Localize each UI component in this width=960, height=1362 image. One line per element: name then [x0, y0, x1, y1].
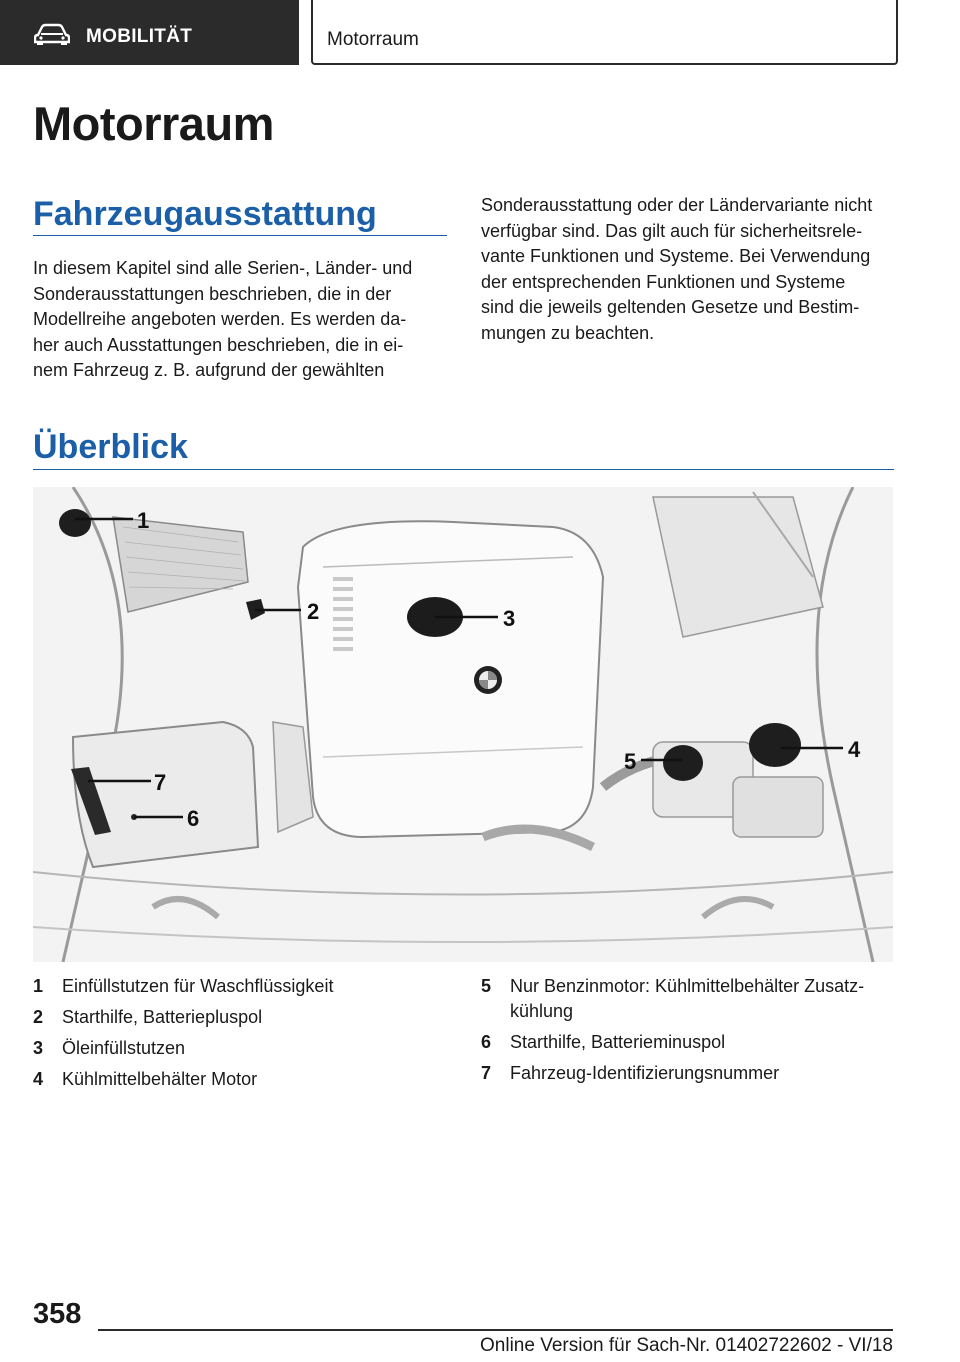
- page-title: Motorraum: [33, 97, 274, 150]
- legend-right: [481, 974, 864, 1092]
- text-line: der entsprechenden Funktionen und Systeme: [481, 271, 846, 292]
- section-heading-fahrzeugausstattung: Fahrzeugausstattung: [33, 195, 377, 233]
- text-line: Sonderausstattungen beschrieben, die in der: [33, 283, 392, 304]
- legend-item: [33, 1036, 333, 1061]
- callout-1: 1: [137, 508, 150, 533]
- callout-2: 2: [307, 599, 320, 624]
- header-section-tab[interactable]: [0, 0, 299, 65]
- breadcrumb-label: Motorraum: [327, 29, 419, 50]
- text-line: Sonderausstattung oder der Ländervariante nicht: [481, 195, 873, 215]
- callout-3: 3: [503, 606, 516, 631]
- text-line: mungen zu beachten.: [481, 322, 655, 343]
- engine-bay-illustration: [33, 487, 893, 962]
- legend-number: 4: [33, 1069, 44, 1089]
- text-line: her auch Ausstattungen beschrieben, die in ei-: [33, 334, 404, 355]
- legend-text: Öleinfüllstutzen: [62, 1038, 186, 1058]
- legend-number: 1: [33, 976, 44, 996]
- intro-text-right: [481, 193, 872, 346]
- legend-item: [481, 1061, 864, 1086]
- legend-item: [481, 974, 864, 1024]
- legend-text: Starthilfe, Batteriepluspol: [62, 1007, 263, 1027]
- legend-text: Fahrzeug-Identifizierungsnummer: [510, 1063, 780, 1083]
- legend-number: 3: [33, 1038, 44, 1058]
- legend-item: [481, 1030, 864, 1055]
- legend-item: [33, 1067, 333, 1092]
- breadcrumb[interactable]: [311, 0, 898, 65]
- text-line: vante Funktionen und Systeme. Bei Verwendung: [481, 246, 871, 266]
- online-version-text: Online Version für Sach-Nr. 01402722602 - VI/18: [480, 1335, 893, 1356]
- text-line: Modellreihe angeboten werden. Es werden da-: [33, 309, 407, 329]
- intro-text-left: [33, 256, 412, 384]
- legend-left: [33, 974, 333, 1098]
- callout-7: 7: [154, 770, 167, 795]
- legend-item: [33, 974, 333, 999]
- page-number: 358: [33, 1298, 82, 1330]
- legend-text: Kühlmittelbehälter Motor: [62, 1069, 258, 1089]
- footer-rule: [98, 1329, 893, 1331]
- legend-item: [33, 1005, 333, 1030]
- legend-number: 2: [33, 1007, 44, 1027]
- header-section-label: MOBILITÄT: [86, 26, 193, 47]
- text-line: sind die jeweils geltenden Gesetze und Bestim-: [481, 297, 860, 317]
- engine-bay-figure: [33, 487, 893, 962]
- legend-number: 6: [481, 1032, 492, 1052]
- callout-6: 6: [187, 806, 200, 831]
- legend-text: Einfüllstutzen für Waschflüssigkeit: [62, 976, 334, 996]
- callout-4: 4: [848, 737, 861, 762]
- callout-5: 5: [624, 749, 637, 774]
- text-line: nem Fahrzeug z. B. aufgrund der gewählten: [33, 360, 385, 380]
- legend-text: Starthilfe, Batterieminuspol: [510, 1032, 726, 1052]
- legend-number: 7: [481, 1063, 492, 1083]
- section-rule: [33, 469, 894, 470]
- text-line: verfügbar sind. Das gilt auch für sicherheitsrele-: [481, 220, 863, 241]
- section-rule: [33, 235, 447, 236]
- text-line: In diesem Kapitel sind alle Serien-, Länder- und: [33, 258, 413, 278]
- legend-number: 5: [481, 976, 492, 996]
- section-heading-ueberblick: Überblick: [33, 428, 188, 466]
- legend-text: Nur Benzinmotor: Kühlmittelbehälter Zusatz-: [510, 976, 865, 996]
- car-icon: [34, 23, 70, 45]
- legend-text-continued: kühlung: [510, 1001, 574, 1021]
